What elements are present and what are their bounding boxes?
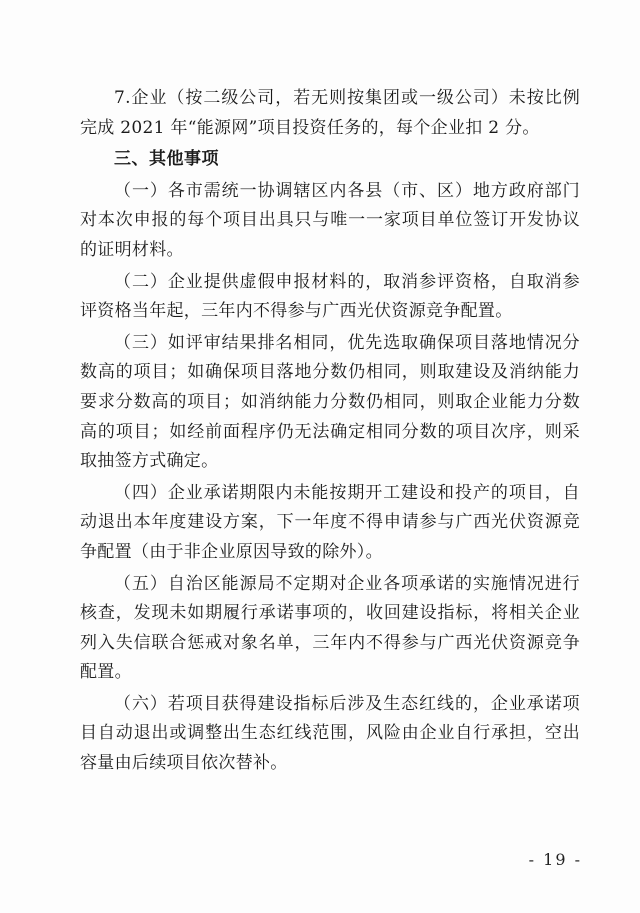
- paragraph-2: （二）企业提供虚假申报材料的，取消参评资格，自取消参评资格当年起，三年内不得参与广西光伏资源竞争配置。: [80, 271, 580, 322]
- paragraph-4: （四）企业承诺期限内未能按期开工建设和投产的项目，自动退出本年度建设方案，下一年度不得申请参与广西光伏资源竞争配置（由于非企业原因导致的除外）。: [80, 482, 580, 562]
- paragraph-item-7: 7.企业（按二级公司，若无则按集团或一级公司）未按比例完成 2021 年“能源网”项目投资任务的，每个企业扣 2 分。: [80, 88, 580, 138]
- paragraph-6: （六）若项目获得建设指标后涉及生态红线的，企业承诺项目自动退出或调整出生态红线范围，风险由企业自行承担，空出容量由后续项目依次替补。: [80, 693, 580, 774]
- paragraph-5: （五）自治区能源局不定期对企业各项承诺的实施情况进行核查，发现未如期履行承诺事项的，收回建设指标，将相关企业列入失信联合惩戒对象名单，三年内不得参与广西光伏资源竞争配置。: [80, 573, 580, 683]
- section-heading: 三、其他事项: [114, 149, 219, 170]
- document-body: [80, 84, 580, 779]
- page-number: - 19 -: [528, 850, 582, 869]
- paragraph-3: （三）如评审结果排名相同，优先选取确保项目落地情况分数高的项目；如确保项目落地分数仍相同，则取建设及消纳能力要求分数高的项目；如消纳能力分数仍相同，则取企业能力分数高的项目；如经前面程序仍无法确定相同分数的项目次序，则采取抽签方式确定。: [80, 332, 580, 472]
- paragraph-1: （一）各市需统一协调辖区内各县（市、区）地方政府部门对本次申报的每个项目出具只与唯一一家项目单位签订开发协议的证明材料。: [80, 180, 580, 260]
